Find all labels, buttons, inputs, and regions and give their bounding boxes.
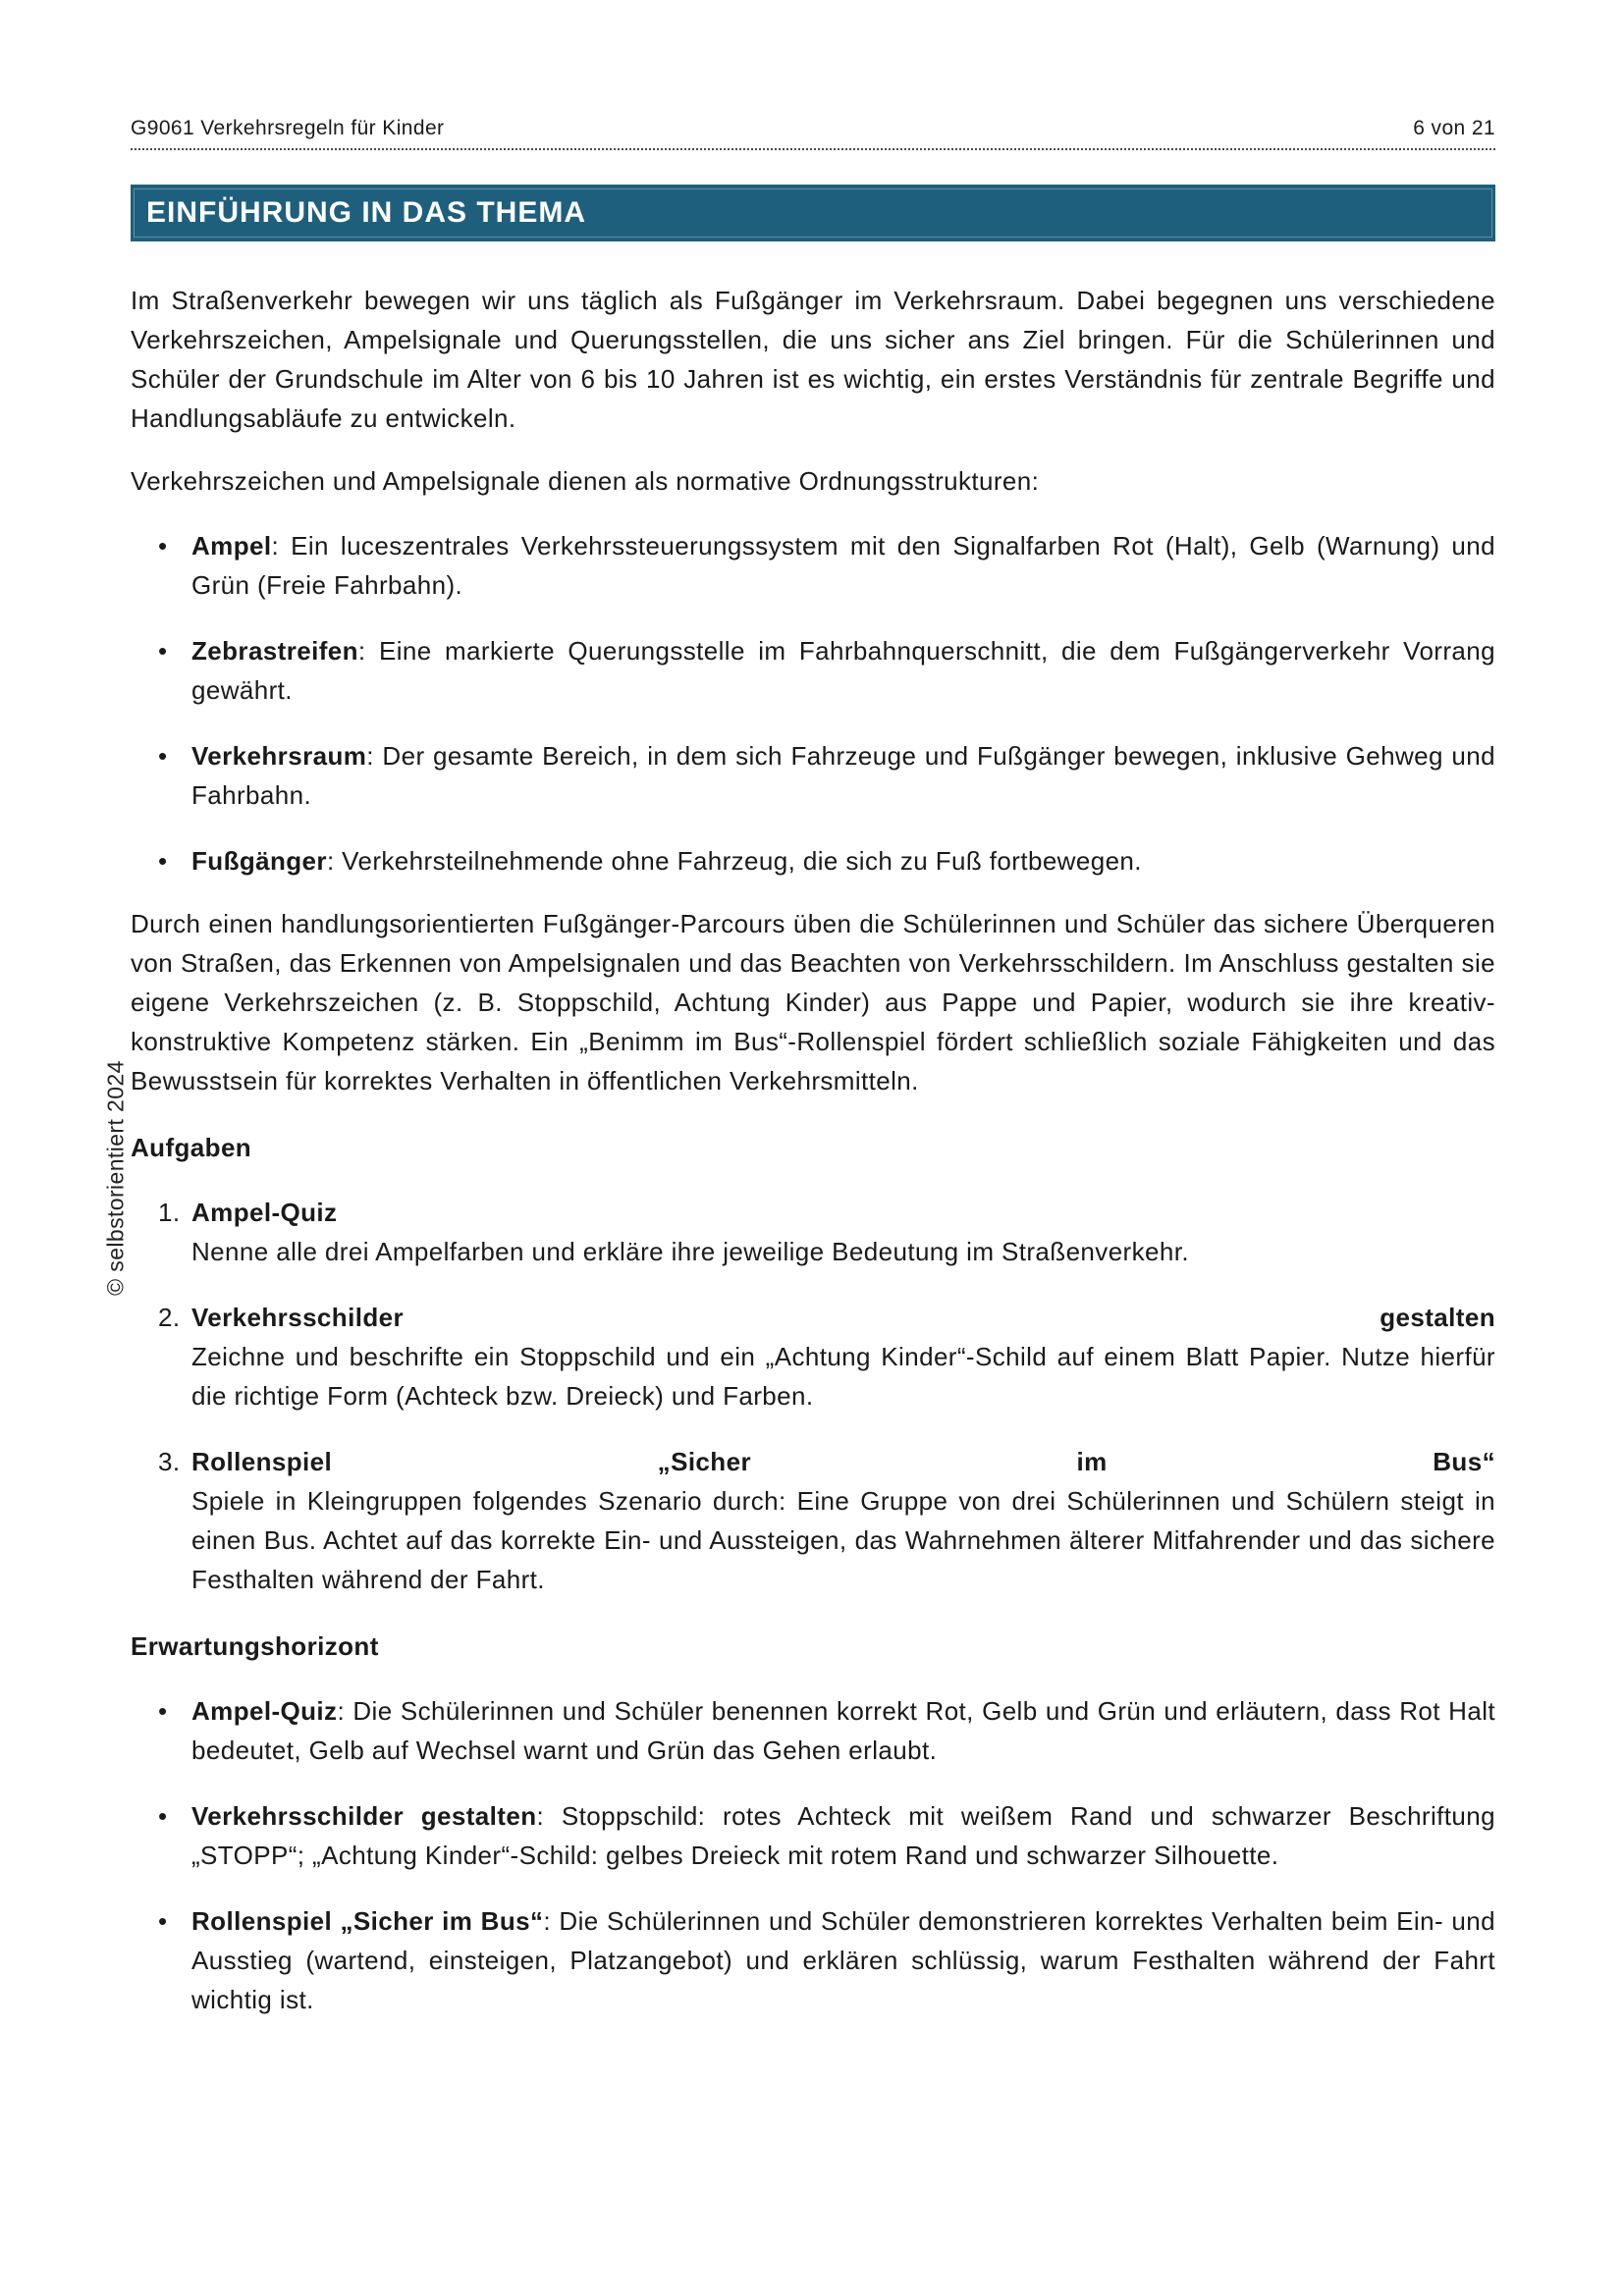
task-number: 3. bbox=[158, 1447, 181, 1476]
definition-text: : Verkehrsteilnehmende ohne Fahrzeug, die sich zu Fuß fortbewegen. bbox=[326, 846, 1142, 876]
section-title: EINFÜHRUNG IN DAS THEMA bbox=[146, 196, 586, 229]
intro-lead: Verkehrszeichen und Ampelsignale dienen als normative Ordnungsstrukturen: bbox=[131, 466, 1040, 496]
expectation-item-verkehrsschilder bbox=[131, 1796, 1495, 1875]
term-label: Fußgänger bbox=[191, 846, 327, 876]
expectation-text: : Die Schülerinnen und Schüler benennen korrekt Rot, Gelb und Grün und erläutern, dass Rot Halt bedeutet, Gelb auf Wechsel warnt und Grün das Gehen erlaubt. bbox=[191, 1696, 1495, 1765]
intro-paragraph: Im Straßenverkehr bewegen wir uns täglich als Fußgänger im Verkehrsraum. Dabei begegnen uns verschiedene Verkehrszeichen, Ampelsignale und Querungsstellen, die uns sicher ans Ziel bringen. Für die Schülerinnen und Schüler der Grundschule im Alter von 6 bis 10 Jahren ist es wichtig, ein erstes Verständnis für zentrale Begriffe und Handlungsabläufe zu entwickeln. bbox=[131, 286, 1495, 433]
bullet-icon: • bbox=[158, 846, 168, 876]
bullet-icon: • bbox=[158, 1801, 168, 1831]
task-title bbox=[191, 1298, 1495, 1337]
task-title bbox=[191, 1442, 1495, 1481]
expectation-item-rollenspiel bbox=[131, 1901, 1495, 2019]
task-title-word: im bbox=[1076, 1447, 1108, 1476]
task-body: Nenne alle drei Ampelfarben und erkläre ihre jeweilige Bedeutung im Straßenverkehr. bbox=[191, 1237, 1189, 1266]
task-body: Zeichne und beschrifte ein Stoppschild und ein „Achtung Kinder“-Schild auf einem Blatt Papier. Nutze hierfür die richtige Form (Achteck bzw. Dreieck) und Farben. bbox=[191, 1342, 1495, 1411]
copyright-vertical: © selbstorientiert 2024 bbox=[102, 1060, 129, 1296]
expectations-list bbox=[131, 1691, 1495, 2019]
page-content bbox=[131, 116, 1495, 2019]
task-number: 2. bbox=[158, 1303, 181, 1332]
expectation-item-ampel-quiz bbox=[131, 1691, 1495, 1770]
term-label: Rollenspiel „Sicher im Bus“ bbox=[191, 1906, 544, 1936]
bullet-icon: • bbox=[158, 531, 168, 561]
term-label: Ampel bbox=[191, 531, 272, 561]
task-number: 1. bbox=[158, 1198, 181, 1227]
task-title-right: gestalten bbox=[1380, 1303, 1495, 1332]
expectations-heading: Erwartungshorizont bbox=[131, 1631, 379, 1661]
expectation-text: : Die Schülerinnen und Schüler demonstrieren korrektes Verhalten beim Ein- und Ausstieg (wartend, einsteigen, Platzangebot) und erklären schlüssig, warum Festhalten während der Fahrt wichtig ist. bbox=[191, 1906, 1495, 2014]
bullet-icon: • bbox=[158, 1696, 168, 1726]
bullet-icon: • bbox=[158, 741, 168, 771]
definition-item-fussgaenger bbox=[131, 841, 1495, 881]
definitions-list bbox=[131, 526, 1495, 881]
definition-item-verkehrsraum bbox=[131, 736, 1495, 815]
definition-item-zebrastreifen bbox=[131, 631, 1495, 710]
definition-text: : Der gesamte Bereich, in dem sich Fahrzeuge und Fußgänger bewegen, inklusive Gehweg und Fahrbahn. bbox=[191, 741, 1495, 810]
task-title-word: Bus“ bbox=[1433, 1447, 1495, 1476]
term-label: Ampel-Quiz bbox=[191, 1696, 338, 1726]
expectation-text: : Stoppschild: rotes Achteck mit weißem Rand und schwarzer Beschriftung „STOPP“; „Achtung Kinder“-Schild: gelbes Dreieck mit rotem Rand und schwarzer Silhouette. bbox=[191, 1801, 1495, 1870]
task-title: Ampel-Quiz bbox=[191, 1198, 338, 1227]
definition-item-ampel bbox=[131, 526, 1495, 605]
definition-text: : Eine markierte Querungsstelle im Fahrbahnquerschnitt, die dem Fußgängerverkehr Vorrang gewährt. bbox=[191, 636, 1495, 705]
bullet-icon: • bbox=[158, 636, 168, 666]
term-label: Verkehrsraum bbox=[191, 741, 367, 771]
task-title-word: „Sicher bbox=[657, 1447, 751, 1476]
tasks-heading: Aufgaben bbox=[131, 1133, 252, 1162]
page-number: 6 von 21 bbox=[1413, 117, 1495, 139]
task-body: Spiele in Kleingruppen folgendes Szenario durch: Eine Gruppe von drei Schülerinnen und Schülern steigt in einen Bus. Achtet auf das korrekte Ein- und Aussteigen, das Wahrnehmen älterer Mitfahrender und das sichere Festhalten während der Fahrt. bbox=[191, 1486, 1495, 1594]
bullet-icon: • bbox=[158, 1906, 168, 1936]
definition-text: : Ein luceszentrales Verkehrssteuerungssystem mit den Signalfarben Rot (Halt), Gelb (Warnung) und Grün (Freie Fahrbahn). bbox=[191, 531, 1495, 600]
task-item-rollenspiel bbox=[131, 1442, 1495, 1599]
term-label: Zebrastreifen bbox=[191, 636, 358, 666]
page-header bbox=[131, 116, 1495, 141]
header-rule bbox=[131, 148, 1495, 150]
task-title-word: Rollenspiel bbox=[191, 1447, 333, 1476]
task-title-left: Verkehrsschilder bbox=[191, 1303, 404, 1332]
section-banner bbox=[131, 185, 1495, 241]
term-label: Verkehrsschilder gestalten bbox=[191, 1801, 537, 1831]
document-code: G9061 Verkehrsregeln für Kinder bbox=[131, 117, 445, 139]
task-list bbox=[131, 1193, 1495, 1599]
task-item-ampel-quiz bbox=[131, 1193, 1495, 1271]
task-item-verkehrsschilder bbox=[131, 1298, 1495, 1415]
bridge-paragraph: Durch einen handlungsorientierten Fußgänger-Parcours üben die Schülerinnen und Schüler das sichere Überqueren von Straßen, das Erkennen von Ampelsignalen und das Beachten von Verkehrsschildern. Im Anschluss gestalten sie eigene Verkehrszeichen (z. B. Stoppschild, Achtung Kinder) aus Pappe und Papier, wodurch sie ihre kreativ-konstruktive Kompetenz stärken. Ein „Benimm im Bus“-Rollenspiel fördert schließlich soziale Fähigkeiten und das Bewusstsein für korrektes Verhalten in öffentlichen Verkehrsmitteln. bbox=[131, 909, 1495, 1095]
